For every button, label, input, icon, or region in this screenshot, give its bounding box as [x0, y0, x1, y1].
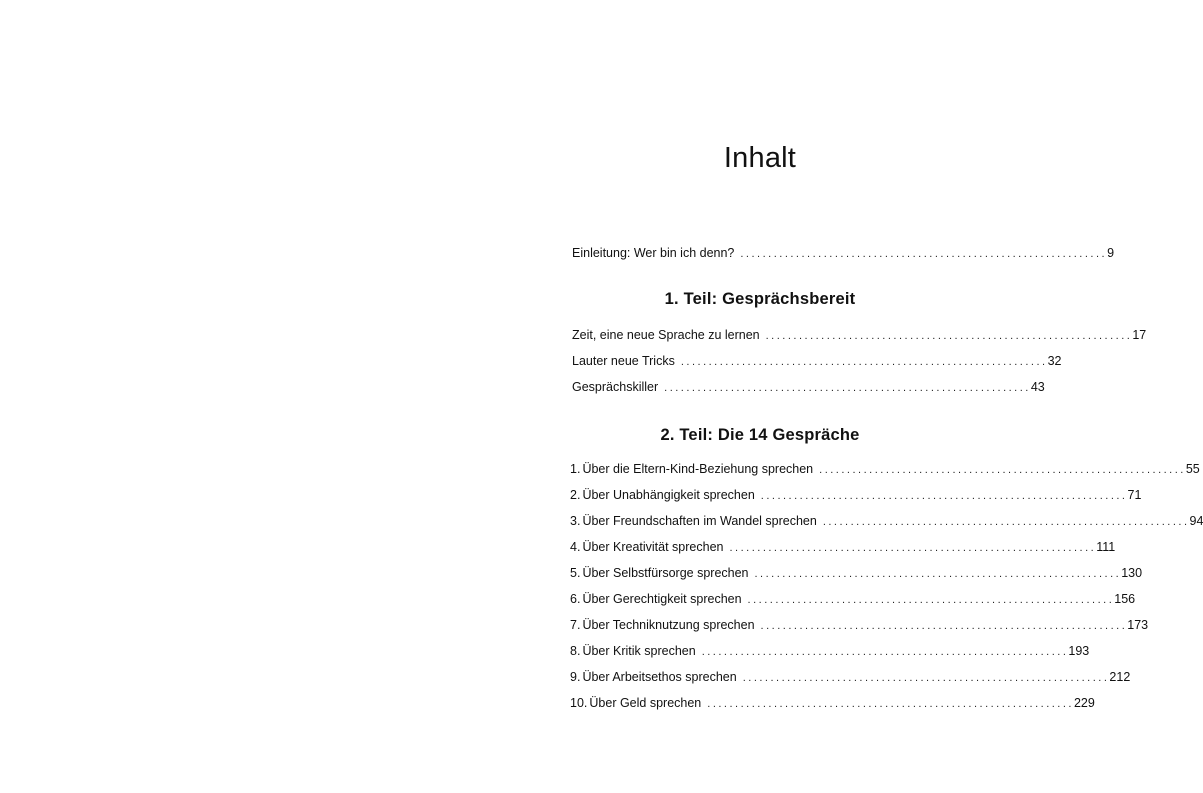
toc-entry — [570, 488, 1142, 506]
dot-leader: .................................................................. — [760, 490, 1128, 502]
entry-label: Einleitung: Wer bin ich denn? — [572, 246, 735, 260]
toc-entry — [570, 696, 1095, 714]
left-blank-page — [0, 0, 510, 793]
dot-leader: .................................................................. — [680, 356, 1048, 368]
entry-number: 7. — [570, 618, 581, 632]
dot-leader: .................................................................. — [742, 672, 1110, 684]
entry-number: 10. — [570, 696, 588, 710]
entry-label: Über Geld sprechen — [589, 696, 702, 710]
toc-entry — [570, 566, 1143, 584]
entry-page: 9 — [1107, 246, 1115, 260]
dot-leader: .................................................................. — [664, 382, 1031, 394]
entry-label: Über die Eltern-Kind-Beziehung sprechen — [582, 462, 814, 476]
entry-number: 5. — [570, 566, 581, 580]
toc-entry — [570, 618, 1149, 636]
dot-leader: .................................................................. — [754, 568, 1122, 580]
entry-label: Über Arbeitsethos sprechen — [582, 670, 737, 684]
entry-page: 94 — [1189, 514, 1203, 528]
toc-entry — [570, 354, 1062, 372]
entry-number: 2. — [570, 488, 581, 502]
dot-leader: .................................................................. — [740, 248, 1108, 260]
toc-entry — [570, 592, 1136, 610]
toc-entry — [570, 514, 1203, 532]
entry-number: 4. — [570, 540, 581, 554]
entry-page: 229 — [1073, 696, 1095, 710]
entry-label: Über Unabhängigkeit sprechen — [582, 488, 755, 502]
entry-label: Über Selbstfürsorge sprechen — [582, 566, 749, 580]
entry-number: 9. — [570, 670, 581, 684]
entry-page: 32 — [1047, 354, 1062, 368]
entry-label: Über Gerechtigkeit sprechen — [582, 592, 742, 606]
dot-leader: .................................................................. — [765, 330, 1133, 342]
toc-entry — [570, 644, 1090, 662]
entry-label: Über Freundschaften im Wandel sprechen — [582, 514, 817, 528]
entry-page: 156 — [1114, 592, 1136, 606]
dot-leader: .................................................................. — [747, 594, 1115, 606]
entry-label: Zeit, eine neue Sprache zu lernen — [572, 328, 760, 342]
table-of-contents-page — [510, 0, 1203, 793]
toc-entry-intro — [570, 246, 1115, 264]
dot-leader: .................................................................. — [707, 698, 1074, 710]
entry-page: 17 — [1132, 328, 1147, 342]
page-title: Inhalt — [723, 142, 797, 174]
entry-label: Lauter neue Tricks — [572, 354, 675, 368]
toc-entry — [570, 462, 1200, 480]
entry-label: Über Kreativität sprechen — [582, 540, 724, 554]
toc-entry — [570, 540, 1116, 558]
entry-number: 3. — [570, 514, 581, 528]
entry-page: 71 — [1127, 488, 1142, 502]
toc-entry — [570, 670, 1131, 688]
entry-number: 6. — [570, 592, 581, 606]
entry-number: 8. — [570, 644, 581, 658]
entry-page: 130 — [1121, 566, 1143, 580]
dot-leader: .................................................................. — [819, 464, 1186, 476]
entry-page: 212 — [1109, 670, 1131, 684]
entry-page: 111 — [1096, 540, 1116, 554]
dot-leader: .................................................................. — [760, 620, 1128, 632]
dot-leader: .................................................................. — [729, 542, 1097, 554]
entry-page: 43 — [1030, 380, 1045, 394]
entry-label: Über Kritik sprechen — [582, 644, 696, 658]
toc-entry — [570, 380, 1045, 398]
toc-entry — [570, 328, 1147, 346]
entry-page: 55 — [1185, 462, 1200, 476]
section-heading-part2: 2. Teil: Die 14 Gespräche — [660, 426, 860, 444]
dot-leader: .................................................................. — [822, 516, 1190, 528]
dot-leader: .................................................................. — [701, 646, 1069, 658]
entry-number: 1. — [570, 462, 581, 476]
entry-label: Gesprächskiller — [572, 380, 659, 394]
entry-page: 193 — [1068, 644, 1090, 658]
entry-page: 173 — [1127, 618, 1149, 632]
section-heading-part1: 1. Teil: Gesprächsbereit — [664, 290, 856, 308]
entry-label: Über Techniknutzung sprechen — [582, 618, 755, 632]
